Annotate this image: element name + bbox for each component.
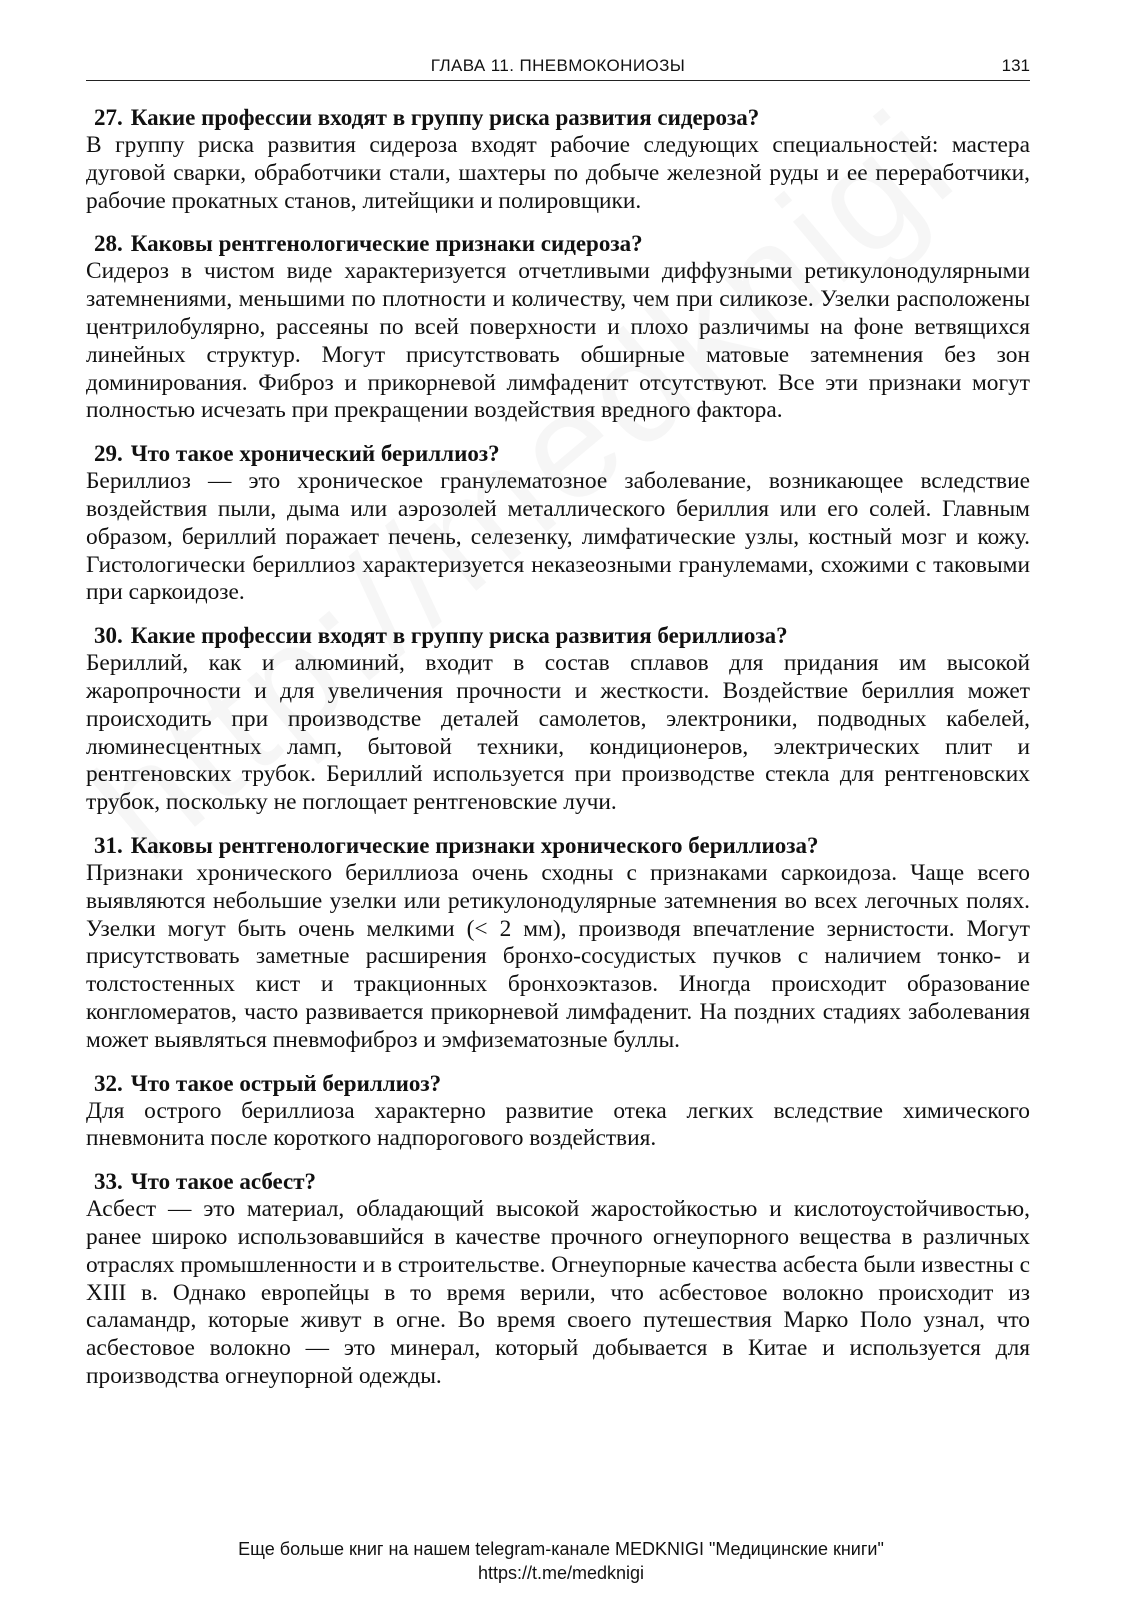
footer-promo-text: Еще больше книг на нашем telegram-канале MEDKNIGI "Медицинские книги" <box>238 1539 884 1559</box>
answer-text: Признаки хронического бериллиоза очень сходны с признаками саркоидоза. Чаще всего выявляются небольшие узелки или ретикулонодулярные затемнения во всех легочных полях. Узелки могут быть очень мелкими (< 2 мм), производя впечатление зернистости. Могут присутствовать заметные расширения бронхо-сосудистых пучков с наличием тонко- и толстостенных кист и тракционных бронхоэктазов. Иногда происходит образование конгломератов, часто развивается прикорневой лимфаденит. На поздних стадиях заболевания может выявляться пневмофиброз и эмфизематозные буллы. <box>86 859 1030 1053</box>
qa-item <box>86 229 1030 425</box>
question-heading <box>86 103 1030 132</box>
question-heading <box>86 1167 1030 1196</box>
question-text: Какие профессии входят в группу риска развития сидероза? <box>130 105 760 130</box>
question-text: Что такое острый бериллиоз? <box>130 1070 442 1096</box>
page-content <box>86 103 1030 1405</box>
answer-text: Асбест — это материал, обладающий высокой жаростойкостью и кислотоустойчивостью, ранее широко использовавшийся в качестве прочного огнеупорного вещества в различных отраслях промышленности и в строительстве. Огнеупорные качества асбеста были известны с XIII в. Однако европейцы в то время верили, что асбестовое волокно происходит из саламандр, которые живут в огне. Во время своего путешествия Марко Поло узнал, что асбестовое волокно — это минерал, который добывается в Китае и используется для производства огнеупорной одежды. <box>86 1196 1030 1389</box>
question-number: 30. <box>94 623 123 649</box>
question-text: Каковы рентгенологические признаки сидероза? <box>130 231 643 257</box>
page-footer <box>0 1537 1122 1585</box>
question-heading <box>86 621 1030 650</box>
question-number: 32. <box>94 1070 123 1096</box>
question-heading <box>86 831 1030 860</box>
footer-link[interactable]: https://t.me/medknigi <box>477 1563 645 1583</box>
answer-text: Бериллиоз — это хроническое гранулематозное заболевание, возникающее вследствие воздействия пыли, дыма или аэрозолей металлического бериллия или его солей. Главным образом, бериллий поражает печень, селезенку, лимфатические узлы, костный мозг и кожу. Гистологически бериллиоз характеризуется неказеозными гранулемами, схожими с таковыми при саркоидозе. <box>86 468 1030 606</box>
page-number: 131 <box>1001 56 1030 75</box>
qa-item <box>86 621 1030 817</box>
question-heading <box>86 1069 1030 1098</box>
question-number: 28. <box>94 231 123 257</box>
answer-text: Сидероз в чистом виде характеризуется отчетливыми диффузными ретикулонодулярными затемнениями, меньшими по плотности и количеству, чем при силикозе. Узелки расположены центрилобулярно, рассеяны по всей поверхности и плохо различимы на фоне ветвящихся линейных структур. Могут присутствовать обширные матовые затемнения без зон доминирования. Фиброз и прикорневой лимфаденит отсутствуют. Все эти признаки могут полностью исчезать при прекращении воздействия вредного фактора. <box>86 258 1030 424</box>
question-text: Что такое хронический бериллиоз? <box>130 441 500 467</box>
question-number: 33. <box>94 1169 123 1195</box>
answer-text: Для острого бериллиоза характерно развитие отека легких вследствие химического пневмонита после короткого надпорогового воздействия. <box>86 1097 1030 1152</box>
answer-text: Бериллий, как и алюминий, входит в состав сплавов для придания им высокой жаропрочности и для увеличения прочности и жесткости. Воздействие бериллия может происходить при производстве деталей самолетов, электроники, подводных кабелей, люминесцентных ламп, бытовой техники, кондиционеров, электрических плит и рентгеновских трубок. Бериллий используется при производстве стекла для рентгеновских трубок, поскольку не поглощает рентгеновские лучи. <box>86 650 1030 816</box>
qa-item <box>86 103 1030 215</box>
page-header <box>86 56 1030 81</box>
answer-text: В группу риска развития сидероза входят рабочие следующих специальностей: мастера дуговой сварки, обработчики стали, шахтеры по добыче железной руды и ее переработчики, рабочие прокатных станов, литейщики и полировщики. <box>86 132 1030 214</box>
question-heading <box>86 439 1030 468</box>
question-text: Какие профессии входят в группу риска развития бериллиоза? <box>130 623 788 649</box>
question-text: Что такое асбест? <box>130 1169 317 1195</box>
qa-item <box>86 1167 1030 1391</box>
question-text: Каковы рентгенологические признаки хронического бериллиоза? <box>130 832 819 858</box>
question-number: 31. <box>94 832 123 858</box>
qa-item <box>86 439 1030 607</box>
question-heading <box>86 229 1030 258</box>
qa-item <box>86 1069 1030 1154</box>
question-number: 29. <box>94 441 123 467</box>
qa-item <box>86 831 1030 1055</box>
chapter-title: ГЛАВА 11. ПНЕВМОКОНИОЗЫ <box>430 56 686 75</box>
question-number: 27. <box>94 105 123 130</box>
